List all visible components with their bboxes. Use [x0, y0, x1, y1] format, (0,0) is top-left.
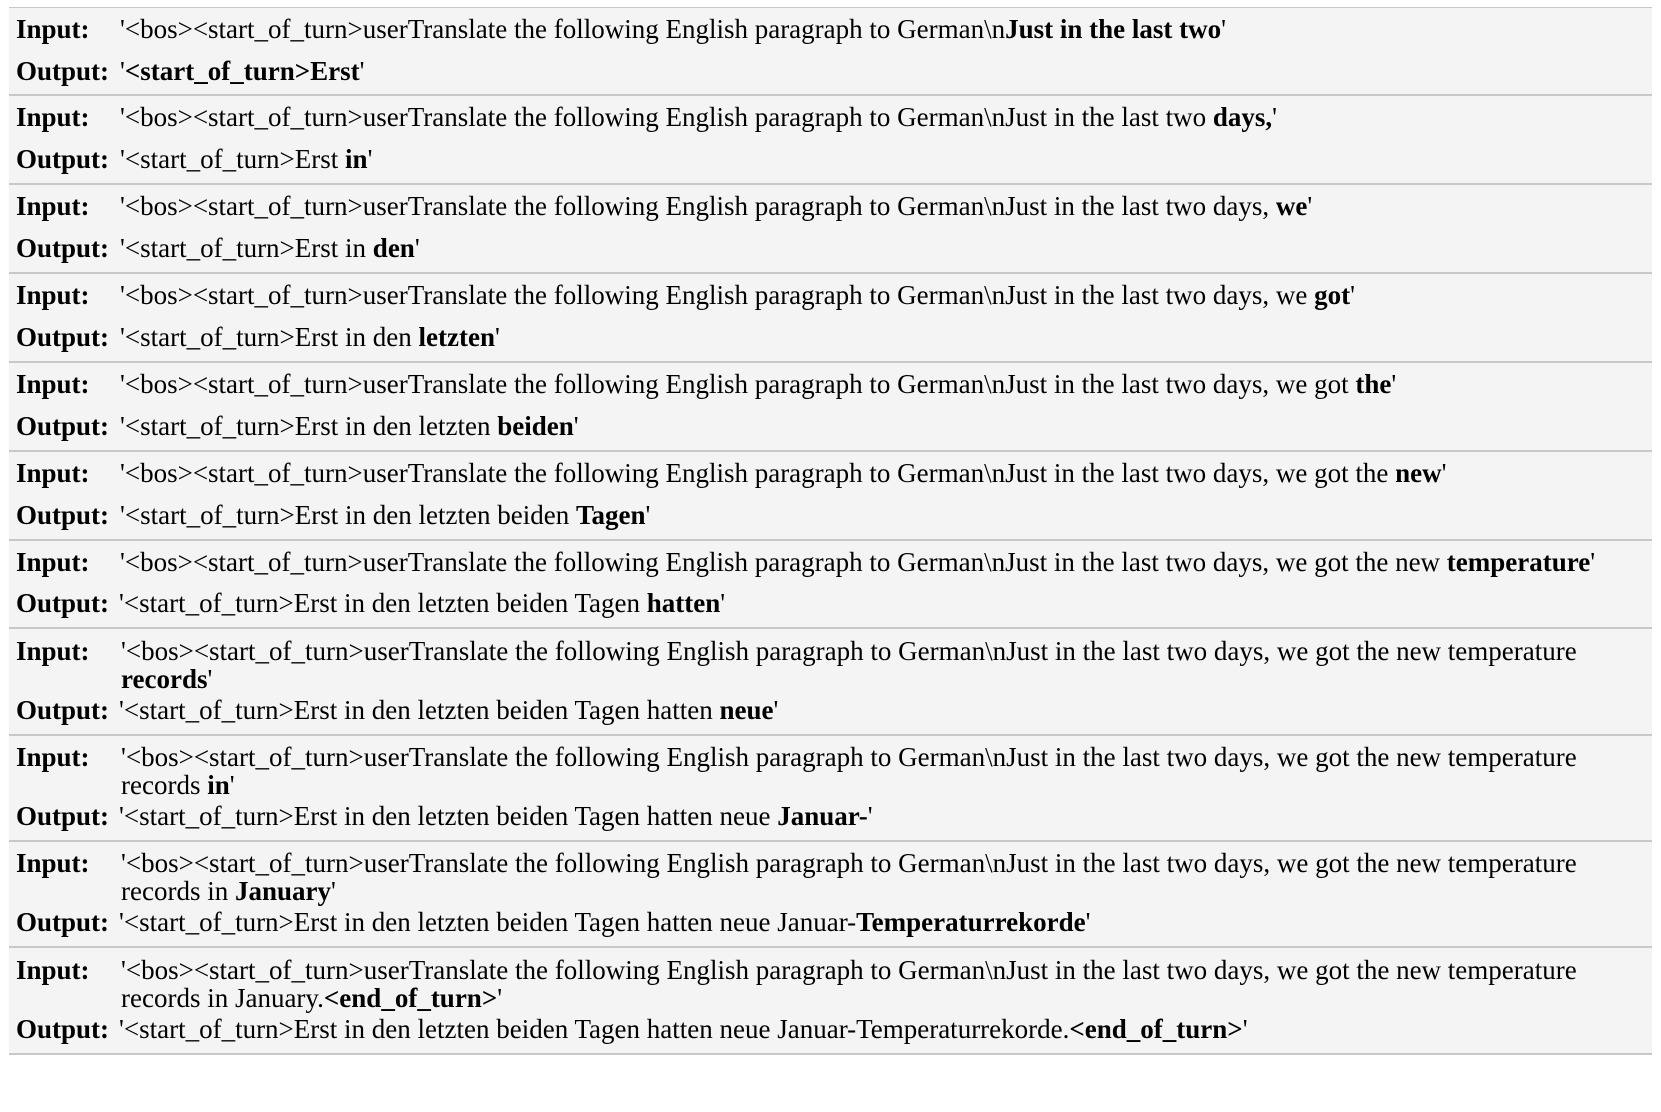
output-label: Output: — [16, 233, 110, 263]
step-block — [9, 736, 1652, 842]
input-text — [120, 103, 1650, 131]
input-suffix: ' — [207, 664, 213, 694]
input-label: Input: — [16, 191, 90, 221]
step-block — [9, 948, 1652, 1055]
input-label: Input: — [16, 369, 90, 399]
step-block — [9, 185, 1652, 274]
input-prefix: '<bos><start_of_turn>userTranslate the following English paragraph to German\nJust in the last two days, we got the new temperature records in January. — [121, 955, 1577, 1013]
output-text — [119, 1015, 1650, 1043]
input-prefix: '<bos><start_of_turn>userTranslate the following English paragraph to German\nJust in the last two — [120, 102, 1213, 132]
input-label: Input: — [16, 280, 90, 310]
input-new-token: January — [234, 876, 331, 906]
input-suffix: ' — [1221, 14, 1226, 44]
output-prefix: '<start_of_turn>Erst in den letzten beiden Tagen — [119, 588, 647, 618]
input-text — [121, 956, 1650, 1012]
output-new-token: Temperaturrekorde — [856, 907, 1086, 937]
output-label: Output: — [16, 907, 110, 937]
output-label: Output: — [16, 695, 110, 725]
output-new-token: neue — [719, 695, 774, 725]
input-prefix: '<bos><start_of_turn>userTranslate the following English paragraph to German\nJust in the last two days, we got the new temperature records in — [121, 848, 1577, 906]
output-suffix: ' — [494, 322, 500, 352]
input-prefix: '<bos><start_of_turn>userTranslate the following English paragraph to German\n — [120, 14, 1006, 44]
output-prefix: '<start_of_turn>Erst in den letzten beiden Tagen hatten neue Januar- — [119, 907, 857, 937]
step-block — [9, 274, 1652, 363]
input-prefix: '<bos><start_of_turn>userTranslate the following English paragraph to German\nJust in the last two days, we got — [120, 369, 1356, 399]
input-suffix: ' — [229, 770, 235, 800]
step-block — [9, 842, 1652, 948]
input-prefix: '<bos><start_of_turn>userTranslate the following English paragraph to German\nJust in the last two days, we got the new — [120, 547, 1447, 577]
output-prefix: '<start_of_turn>Erst in den — [120, 322, 419, 352]
input-text — [120, 281, 1650, 309]
output-prefix: ' — [120, 56, 125, 86]
input-suffix: ' — [1391, 369, 1397, 399]
input-text — [121, 637, 1650, 693]
output-suffix: ' — [367, 144, 373, 174]
input-prefix: '<bos><start_of_turn>userTranslate the following English paragraph to German\nJust in the last two days, — [120, 191, 1276, 221]
input-label: Input: — [16, 14, 90, 44]
output-new-token: <end_of_turn> — [1069, 1014, 1243, 1044]
input-label: Input: — [16, 102, 90, 132]
input-text — [120, 459, 1650, 487]
step-block — [9, 629, 1652, 736]
input-label: Input: — [16, 955, 90, 985]
output-text — [120, 57, 1650, 85]
output-suffix: ' — [720, 588, 726, 618]
input-new-token: records — [121, 664, 208, 694]
output-prefix: '<start_of_turn>Erst in den letzten beiden — [120, 500, 576, 530]
output-suffix: ' — [1242, 1014, 1248, 1044]
input-text — [121, 743, 1650, 799]
output-label: Output: — [16, 500, 110, 530]
input-label: Input: — [16, 547, 90, 577]
output-new-token: in — [345, 144, 368, 174]
input-label: Input: — [16, 636, 90, 666]
output-new-token: den — [372, 233, 415, 263]
input-label: Input: — [16, 458, 90, 488]
input-suffix: ' — [331, 876, 336, 906]
step-block — [9, 8, 1652, 96]
input-new-token: new — [1395, 458, 1442, 488]
output-label: Output: — [16, 322, 110, 352]
input-suffix: ' — [1441, 458, 1447, 488]
output-text — [120, 234, 1650, 262]
output-suffix: ' — [867, 801, 873, 831]
step-block — [9, 363, 1652, 452]
input-text — [120, 370, 1650, 398]
output-text — [119, 696, 1650, 724]
output-prefix: '<start_of_turn>Erst in den letzten — [120, 411, 498, 441]
input-text — [120, 192, 1650, 220]
output-suffix: ' — [1085, 907, 1091, 937]
input-prefix: '<bos><start_of_turn>userTranslate the following English paragraph to German\nJust in the last two days, we got the new temperature — [121, 636, 1577, 666]
output-new-token: hatten — [646, 588, 721, 618]
output-new-token: <start_of_turn>Erst — [124, 56, 360, 86]
output-label: Output: — [16, 801, 110, 831]
output-text — [120, 145, 1650, 173]
input-new-token: Just in the last two — [1005, 14, 1222, 44]
input-label: Input: — [16, 742, 90, 772]
output-label: Output: — [16, 1014, 110, 1044]
input-prefix: '<bos><start_of_turn>userTranslate the following English paragraph to German\nJust in the last two days, we got the — [120, 458, 1396, 488]
input-label: Input: — [16, 848, 90, 878]
input-new-token: temperature — [1446, 547, 1591, 577]
input-suffix: ' — [1350, 280, 1355, 310]
output-text — [119, 908, 1650, 936]
output-label: Output: — [16, 56, 110, 86]
output-text — [119, 589, 1650, 617]
output-suffix: ' — [573, 411, 579, 441]
output-new-token: beiden — [497, 411, 574, 441]
output-prefix: '<start_of_turn>Erst — [120, 144, 346, 174]
input-suffix: ' — [497, 983, 503, 1013]
input-suffix: ' — [1272, 102, 1278, 132]
input-suffix: ' — [1307, 191, 1313, 221]
output-new-token: Januar- — [777, 801, 868, 831]
output-prefix: '<start_of_turn>Erst in den letzten beiden Tagen hatten — [119, 695, 720, 725]
input-new-token: the — [1355, 369, 1392, 399]
output-new-token: letzten — [418, 322, 495, 352]
output-suffix: ' — [773, 695, 779, 725]
step-block — [9, 96, 1652, 185]
input-new-token: days, — [1212, 102, 1273, 132]
output-suffix: ' — [645, 500, 651, 530]
input-prefix: '<bos><start_of_turn>userTranslate the following English paragraph to German\nJust in the last two days, we got the new temperature records — [121, 742, 1577, 800]
input-text — [121, 849, 1650, 905]
input-new-token: we — [1275, 191, 1308, 221]
output-prefix: '<start_of_turn>Erst in den letzten beiden Tagen hatten neue Januar-Temperaturrekorde. — [119, 1014, 1070, 1044]
output-new-token: Tagen — [575, 500, 646, 530]
input-suffix: ' — [1590, 547, 1596, 577]
input-prefix: '<bos><start_of_turn>userTranslate the following English paragraph to German\nJust in the last two days, we — [120, 280, 1315, 310]
output-label: Output: — [16, 144, 110, 174]
output-label: Output: — [16, 588, 110, 618]
output-suffix: ' — [359, 56, 365, 86]
token-comparison-table — [9, 7, 1652, 1055]
step-block — [9, 452, 1652, 541]
input-new-token: got — [1314, 280, 1351, 310]
output-prefix: '<start_of_turn>Erst in — [120, 233, 373, 263]
input-text — [120, 15, 1650, 43]
output-text — [120, 412, 1650, 440]
output-label: Output: — [16, 411, 110, 441]
output-text — [120, 323, 1650, 351]
output-prefix: '<start_of_turn>Erst in den letzten beiden Tagen hatten neue — [119, 801, 778, 831]
input-new-token: in — [207, 770, 230, 800]
input-new-token: <end_of_turn> — [323, 983, 498, 1013]
input-text — [120, 548, 1650, 576]
step-block — [9, 541, 1652, 629]
output-suffix: ' — [414, 233, 420, 263]
output-text — [119, 802, 1650, 830]
output-text — [120, 501, 1650, 529]
